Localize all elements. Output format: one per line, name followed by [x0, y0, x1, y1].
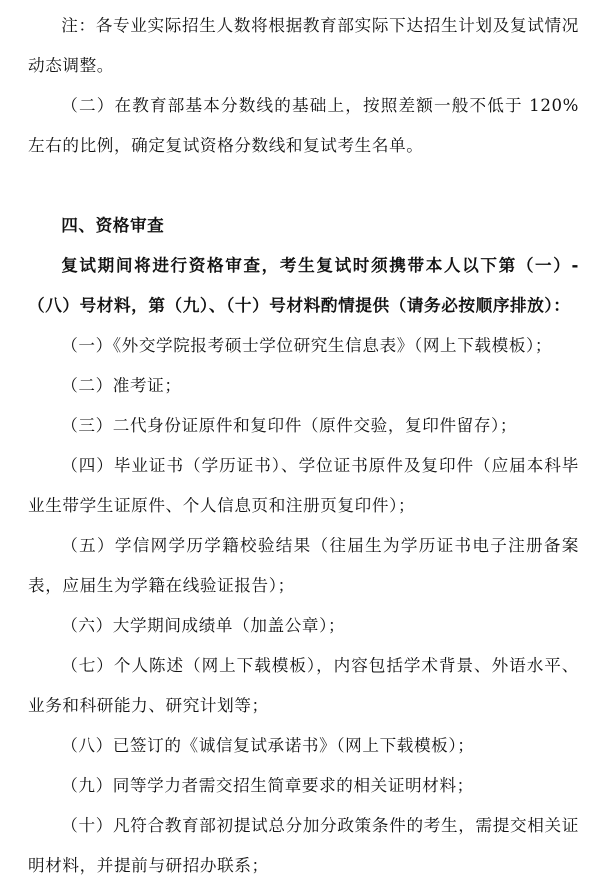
- list-item-4: （四）毕业证书（学历证书）、学位证书原件及复印件（应届本科毕业生带学生证原件、个人信息页和注册页复印件）；: [28, 456, 579, 515]
- list-item-7: （七）个人陈述（网上下载模板），内容包括学术背景、外语水平、业务和科研能力、研究计划等；: [28, 656, 579, 715]
- list-item-9: （九）同等学力者需交招生简章要求的相关证明材料；: [61, 776, 474, 795]
- list-item-6: （六）大学期间成绩单（加盖公章）；: [61, 616, 346, 635]
- section-four-lead: 复试期间将进行资格审查，考生复试时须携带本人以下第（一）-（八）号材料，第（九）、（十）号材料酌情提供（请务必按顺序排放）：: [28, 256, 579, 315]
- list-item-10: （十）凡符合教育部初提试总分加分政策条件的考生，需提交相关证明材料，并提前与研招办联系；: [28, 816, 579, 875]
- section-two-paragraph: （二）在教育部基本分数线的基础上，按照差额一般不低于 120%左右的比例，确定复试资格分数线和复试考生名单。: [28, 96, 579, 155]
- admission-note: 注：各专业实际招生人数将根据教育部实际下达招生计划及复试情况动态调整。: [28, 16, 579, 75]
- section-four-heading: 四、资格审查: [61, 216, 165, 235]
- list-item-2: （二）准考证；: [61, 376, 182, 395]
- list-item-1: （一）《外交学院报考硕士学位研究生信息表》（网上下载模板）；: [61, 336, 553, 355]
- list-item-3: （三）二代身份证原件和复印件（原件交验，复印件留存）；: [61, 416, 518, 435]
- list-item-5: （五）学信网学历学籍校验结果（往届生为学历证书电子注册备案表，应届生为学籍在线验证报告）；: [28, 536, 579, 595]
- list-item-8: （八）已签订的《诚信复试承诺书》（网上下载模板）；: [61, 736, 475, 755]
- paragraph-spacer: [28, 166, 579, 206]
